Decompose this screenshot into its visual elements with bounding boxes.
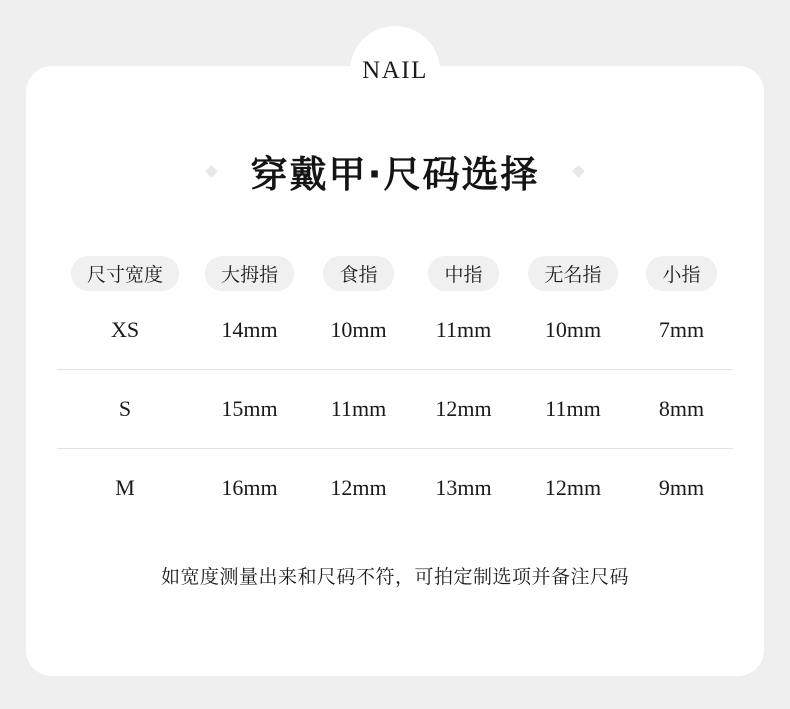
table-header-cell [411, 256, 516, 291]
footnote-text: 如宽度测量出来和尺码不符，可拍定制选项并备注尺码 [160, 566, 629, 588]
table-header-cell [193, 256, 306, 291]
header-pill-index: 食指 [323, 256, 393, 291]
row-cell: 14mm [221, 317, 278, 342]
row-cell: 9mm [658, 475, 705, 500]
header-pill-pinky: 小指 [646, 256, 716, 291]
row-cell: 13mm [435, 475, 492, 500]
table-header-row [57, 256, 733, 291]
row-cell: 12mm [544, 475, 602, 500]
row-cell: 7mm [658, 317, 705, 342]
title-row [0, 144, 790, 198]
row-cell: 16mm [221, 475, 278, 500]
header-pill-ring: 无名指 [528, 256, 617, 291]
row-cell: 8mm [658, 396, 705, 421]
row-cell: 10mm [330, 317, 387, 342]
table-header-cell [516, 256, 630, 291]
header-pill-middle: 中指 [428, 256, 498, 291]
row-cell: 11mm [545, 396, 601, 421]
diamond-right-icon [572, 165, 585, 178]
table-row [57, 291, 733, 369]
row-cell: 11mm [330, 396, 387, 421]
header-pill-thumb: 大拇指 [205, 256, 294, 291]
table-header-cell [57, 256, 193, 291]
row-cell: 10mm [544, 317, 602, 342]
brand-badge-label: NAIL [362, 57, 428, 84]
header-pill-size: 尺寸宽度 [71, 256, 179, 291]
table-header-cell [630, 256, 733, 291]
table-header-cell [306, 256, 411, 291]
diamond-left-icon [206, 165, 219, 178]
row-cell: 15mm [221, 396, 278, 421]
row-cell: 12mm [330, 475, 387, 500]
page-title: 穿戴甲·尺码选择 [250, 153, 540, 196]
row-size-label: S [118, 396, 132, 421]
table-row [57, 370, 733, 448]
row-cell: 12mm [435, 396, 492, 421]
row-size-label: M [115, 475, 135, 500]
brand-badge [350, 26, 440, 116]
size-table [57, 256, 733, 527]
table-row [57, 449, 733, 527]
row-size-label: XS [110, 317, 140, 342]
row-cell: 11mm [435, 317, 492, 342]
